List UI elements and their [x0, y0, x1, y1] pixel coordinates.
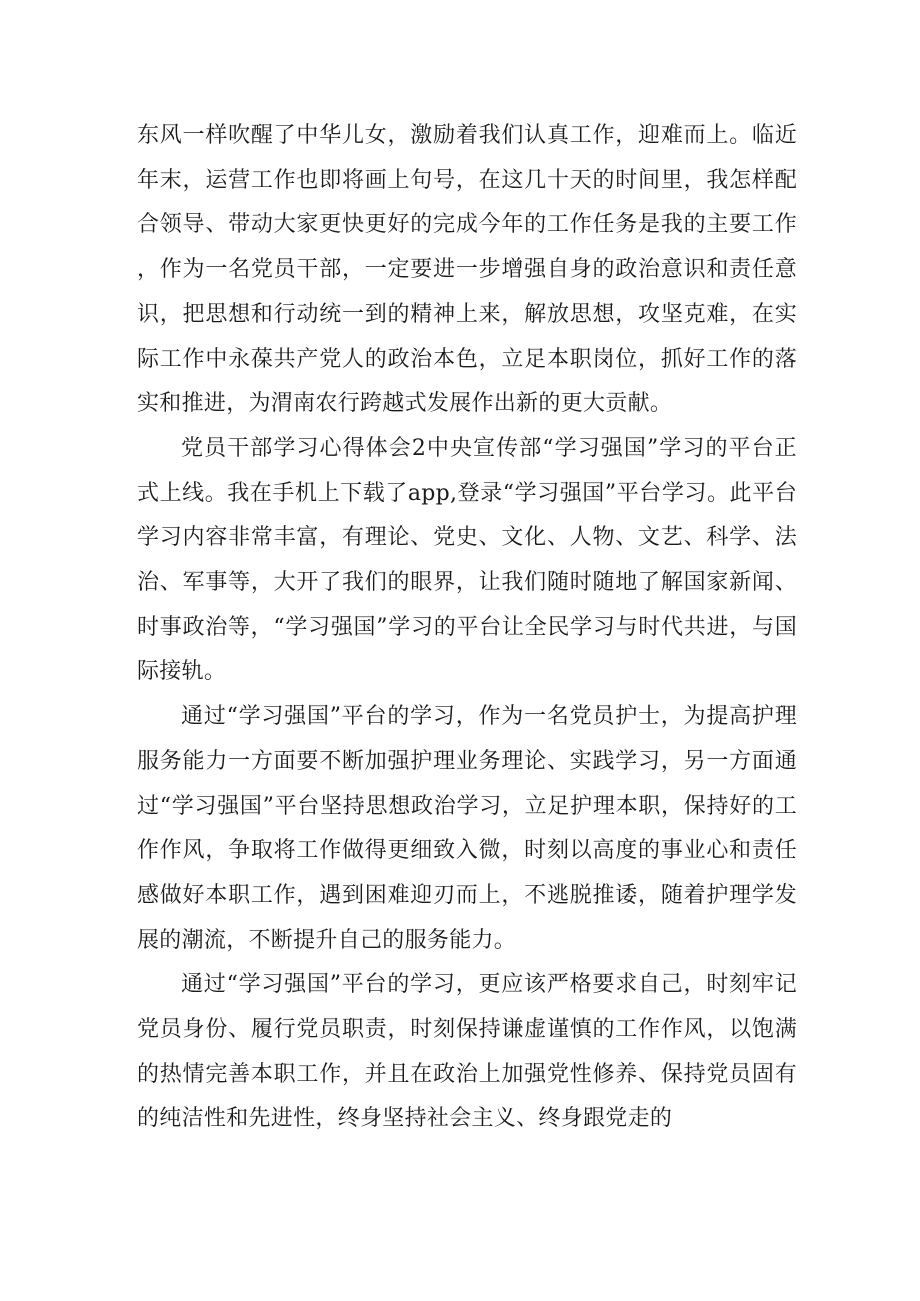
- paragraph-2: 党员干部学习心得体会2中央宣传部“学习强国”学习的平台正式上线。我在手机上下载了app,登录“学习强国”平台学习。此平台学习内容非常丰富，有理论、党史、文化、人物、文艺、科学、法治、军事等，大开了我们的眼界，让我们随时随地了解国家新闻、时事政治等，“学习强国”学习的平台让全民学习与时代共进，与国际接轨。: [137, 435, 797, 685]
- document-body: [137, 114, 797, 1142]
- paragraph-4: 通过“学习强国”平台的学习，更应该严格要求自己，时刻牢记党员身份、履行党员职责，时刻保持谦虚谨慎的工作作风，以饱满的热情完善本职工作，并且在政治上加强党性修养、保持党员固有的纯洁性和先进性，终身坚持社会主义、终身跟党走的: [137, 972, 797, 1132]
- paragraph-3: 通过“学习强国”平台的学习，作为一名党员护士，为提高护理服务能力一方面要不断加强护理业务理论、实践学习，另一方面通过“学习强国”平台坚持思想政治学习，立足护理本职，保持好的工作作风，争取将工作做得更细致入微，时刻以高度的事业心和责任感做好本职工作，遇到困难迎刃而上，不逃脱推诿，随着护理学发展的潮流，不断提升自己的服务能力。: [137, 704, 797, 953]
- paragraph-1: 东风一样吹醒了中华儿女，激励着我们认真工作，迎难而上。临近年末，运营工作也即将画上句号，在这几十天的时间里，我怎样配合领导、带动大家更快更好的完成今年的工作任务是我的主要工作，作为一名党员干部，一定要进一步增强自身的政治意识和责任意识，把思想和行动统一到的精神上来，解放思想，攻坚克难，在实际工作中永葆共产党人的政治本色，立足本职岗位，抓好工作的落实和推进，为渭南农行跨越式发展作出新的更大贡献。: [137, 123, 797, 417]
